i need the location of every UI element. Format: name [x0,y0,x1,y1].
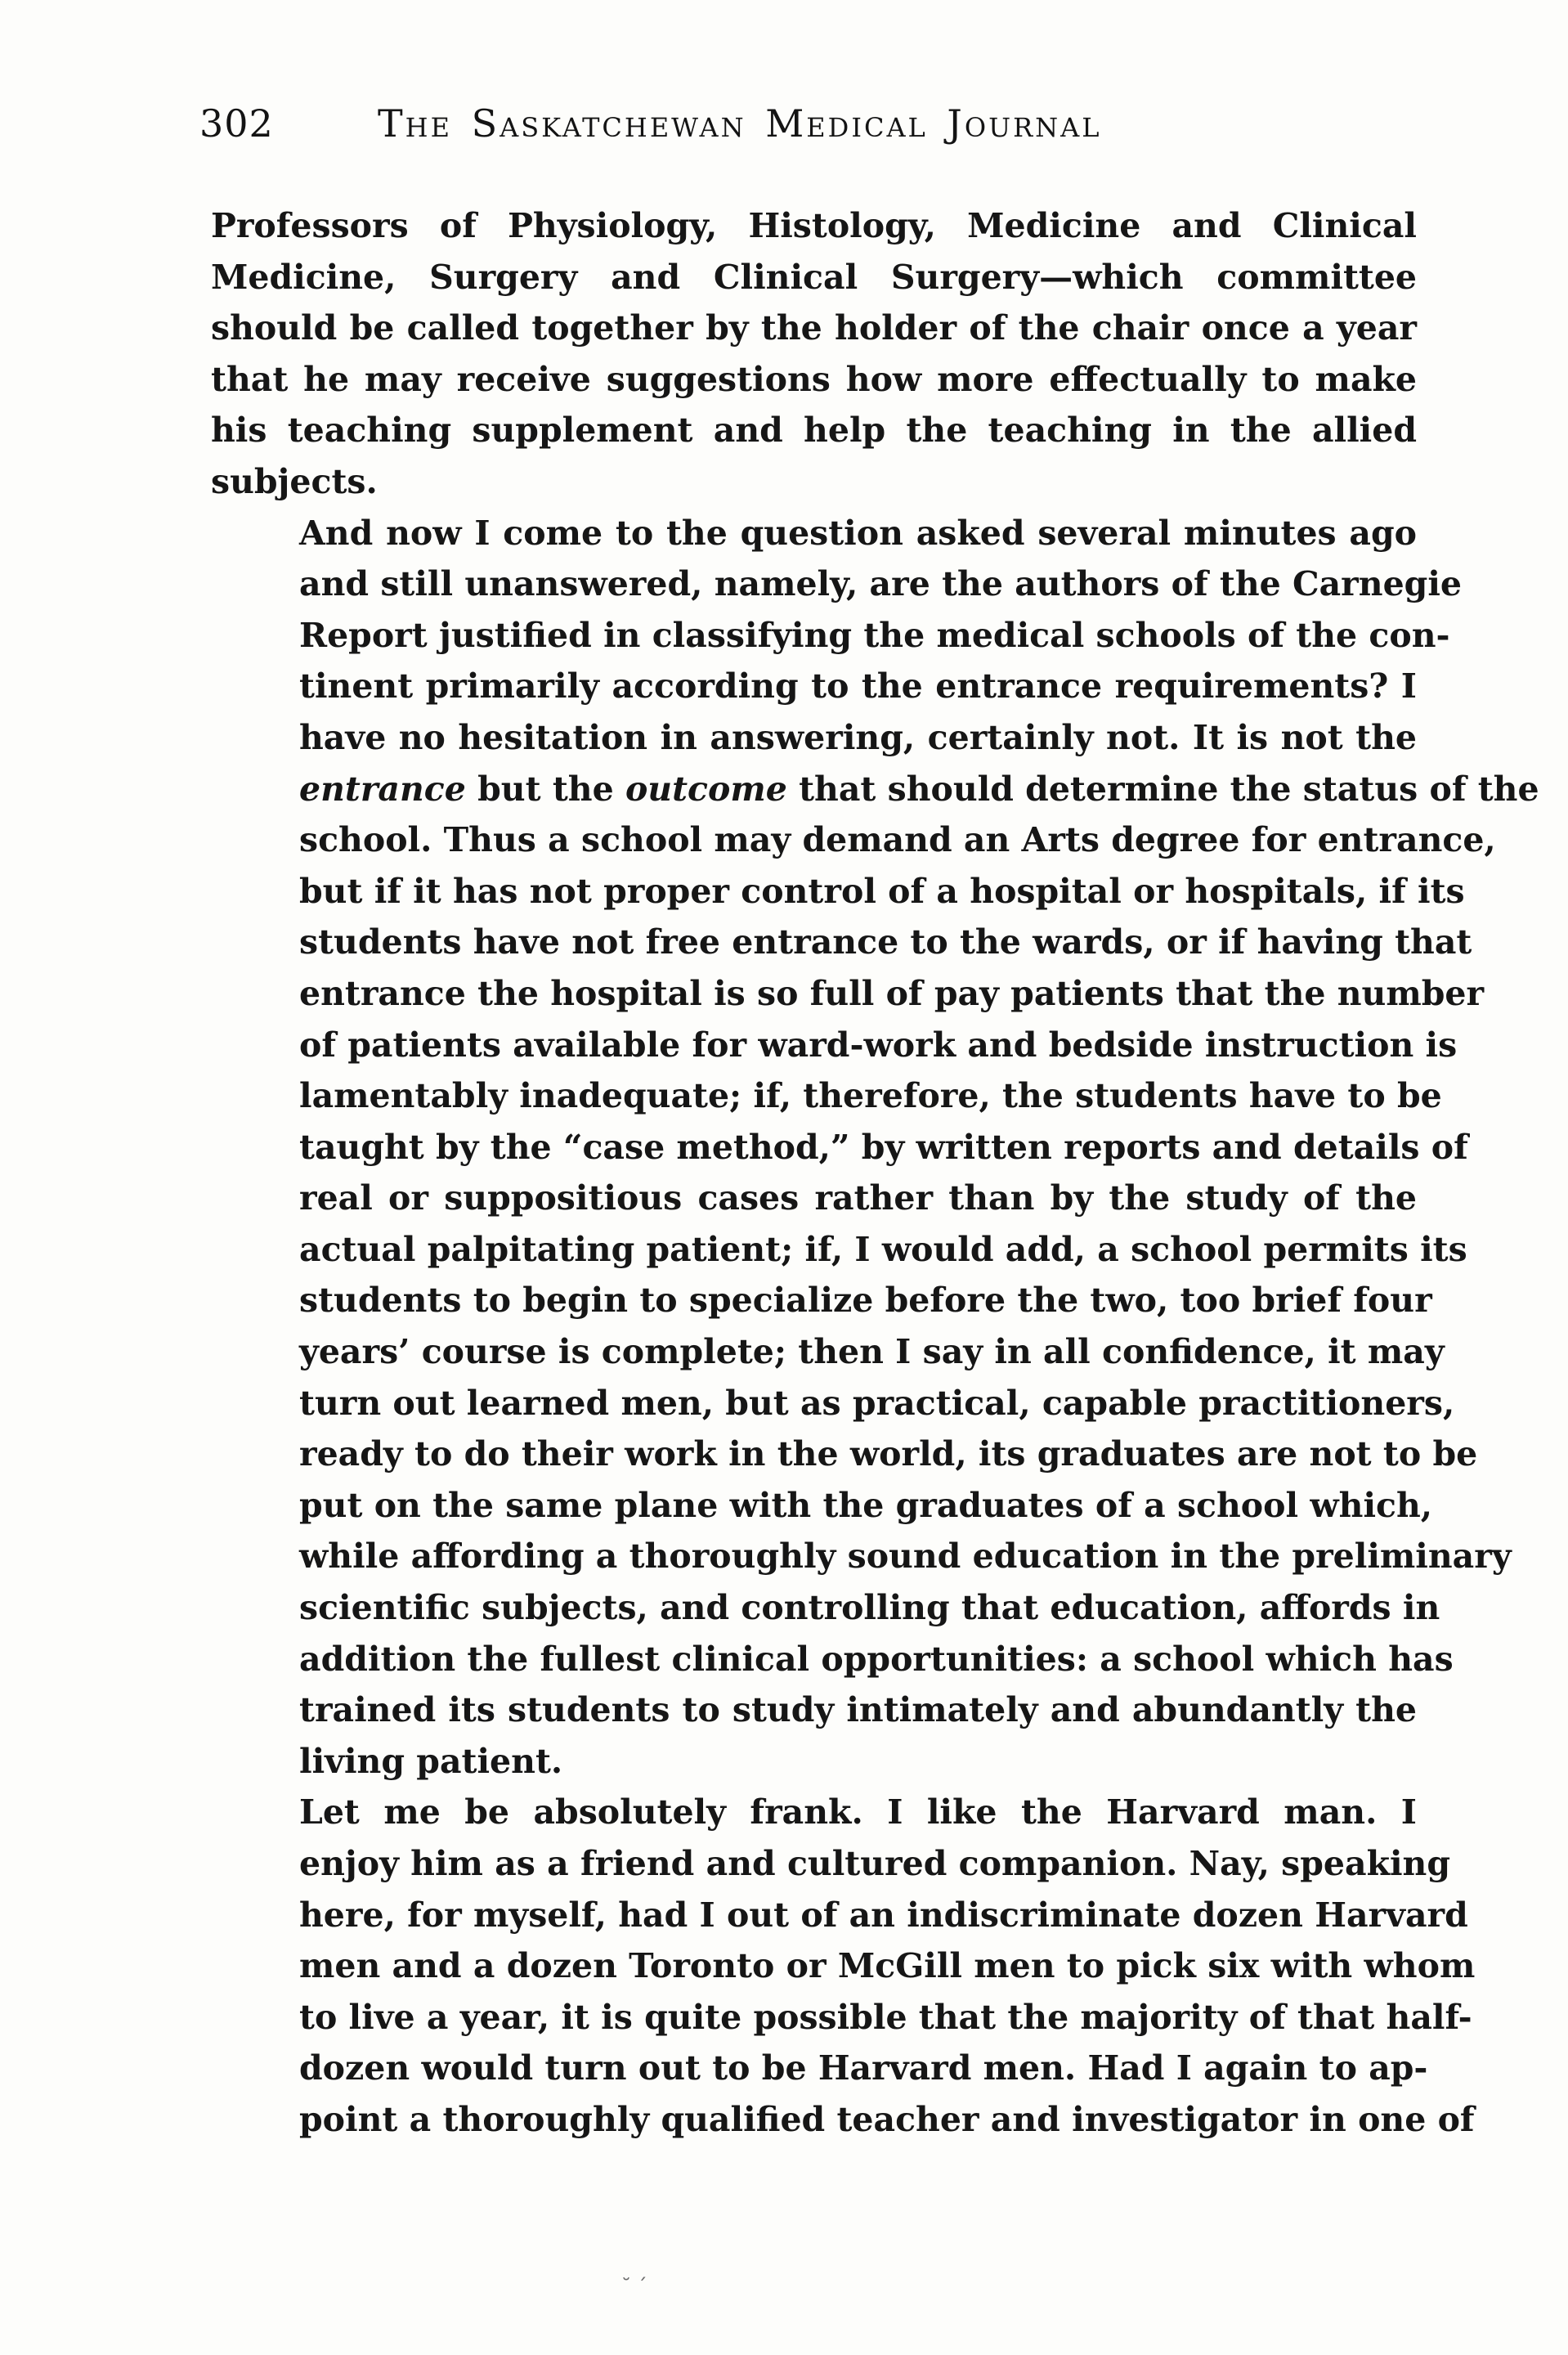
text-line: taught by the “case method,” by written reports and details of [299,1127,1468,1167]
text-line: addition the fullest clinical opportunities: a school which has [299,1639,1454,1679]
paragraph [211,200,1417,508]
text-line: to live a year, it is quite possible that the majority of that half- [299,1997,1472,2037]
text-line: and still unanswered, namely, are the authors of the Carnegie [299,564,1463,604]
paragraph [211,508,1539,1788]
footer-mark: ˘ ˊ [621,2275,647,2298]
text-line: ready to do their work in the world, its graduates are not to be [299,1434,1478,1474]
text-line: here, for myself, had I out of an indiscriminate dozen Harvard [299,1895,1468,1935]
text-line: school. Thus a school may demand an Arts degree for entrance, [299,820,1496,860]
text-line: turn out learned men, but as practical, capable practitioners, [299,1383,1455,1423]
text-line: point a thoroughly qualified teacher and investigator in one of [299,2099,1475,2139]
text-line: years’ course is complete; then I say in all confidence, it may [299,1332,1445,1372]
text-line: enjoy him as a friend and cultured companion. Nay, speaking [299,1844,1451,1883]
text-line: subjects. [211,461,378,501]
emphasis: entrance [299,769,466,809]
text-line: lamentably inadequate; if, therefore, the students have to be [299,1076,1442,1116]
text-line: that he may receive suggestions how more effectually to make [211,359,1417,399]
text-run: that should determine the status of the [786,769,1539,809]
text-line: Let me be absolutely frank. I like the Harvard man. I [299,1792,1417,1832]
text-line: And now I come to the question asked several minutes ago [299,513,1417,553]
text-line: Report justified in classifying the medical schools of the con- [299,615,1450,655]
page-number: 302 [199,101,274,146]
text-line: real or suppositious cases rather than by the study of the [299,1178,1417,1218]
page-header [199,101,1409,159]
body-text [211,200,1539,2146]
text-line: Professors of Physiology, Histology, Medicine and Clinical [211,206,1417,245]
text-line: men and a dozen Toronto or McGill men to pick six with whom [299,1946,1476,1986]
text-line: students to begin to specialize before the two, too brief four [299,1281,1432,1321]
text-line: living patient. [299,1741,563,1781]
text-line: should be called together by the holder of the chair once a year [211,308,1417,348]
text-line [211,764,1539,815]
text-line: entrance the hospital is so full of pay patients that the number [299,973,1485,1013]
text-line: have no hesitation in answering, certainly not. It is not the [299,717,1417,757]
text-line: scientific subjects, and controlling that education, affords in [299,1588,1440,1628]
text-line: Medicine, Surgery and Clinical Surgery—which committee [211,257,1417,297]
text-line: of patients available for ward-work and bedside instruction is [299,1025,1458,1065]
text-line: tinent primarily according to the entrance requirements? I [299,666,1417,706]
text-line: while affording a thoroughly sound education in the preliminary [299,1536,1512,1577]
running-head: The Saskatchewan Medical Journal [378,101,1102,146]
text-line: students have not free entrance to the wards, or if having that [299,922,1472,962]
text-line: actual palpitating patient; if, I would add, a school permits its [299,1229,1467,1269]
text-line: trained its students to study intimately and abundantly the [299,1690,1417,1730]
text-line: but if it has not proper control of a hospital or hospitals, if its [299,871,1465,911]
text-line: dozen would turn out to be Harvard men. Had I again to ap- [299,2048,1428,2088]
emphasis: outcome [625,769,787,809]
text-run: but the [465,769,625,809]
paragraph [211,1787,1476,2145]
text-line: put on the same plane with the graduates of a school which, [299,1485,1433,1525]
text-line: his teaching supplement and help the teaching in the allied [211,410,1417,451]
